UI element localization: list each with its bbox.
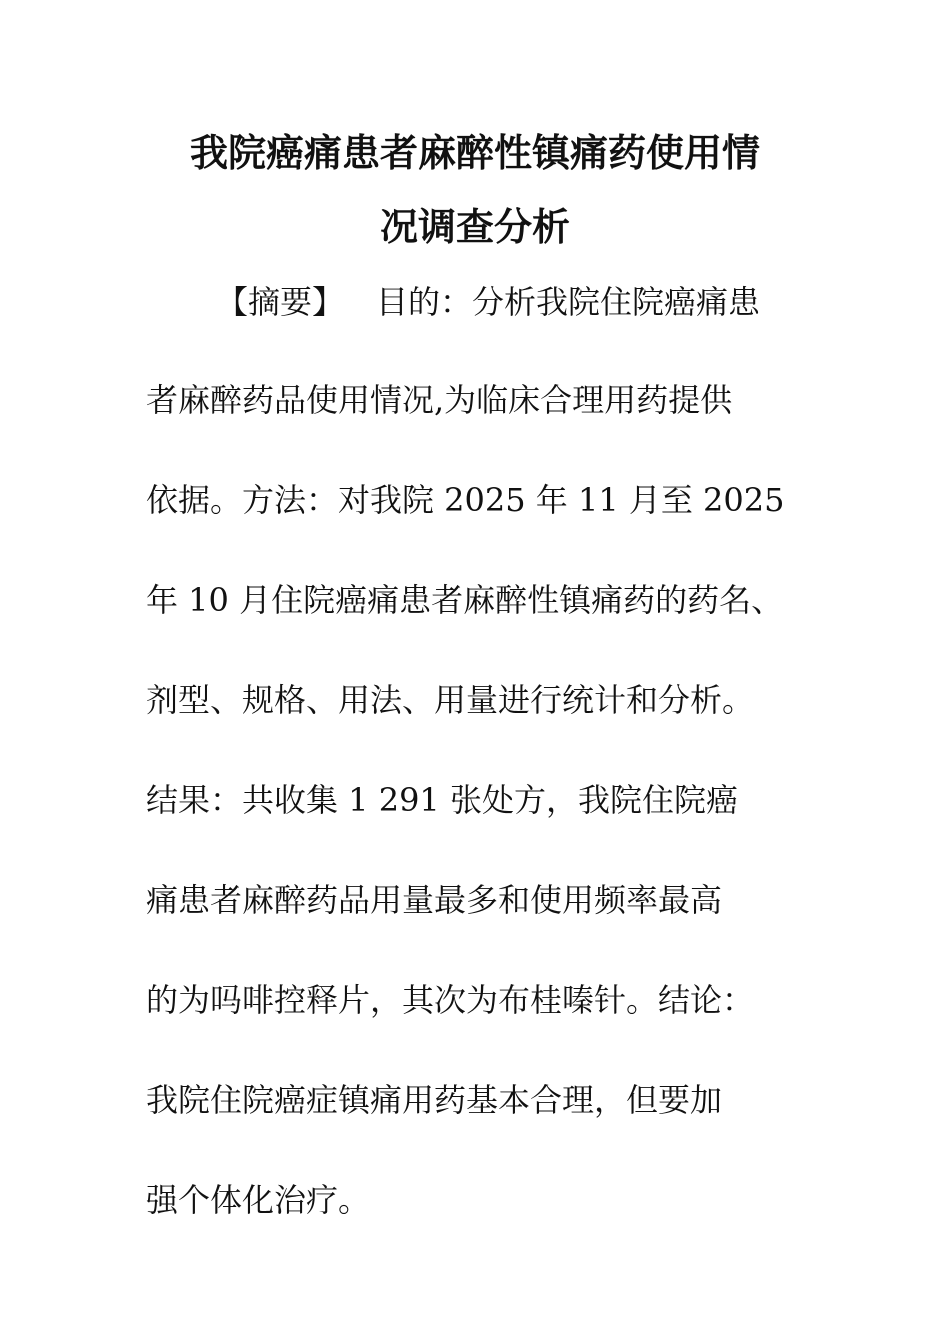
abstract-line-4: 年 10 月住院癌痛患者麻醉性镇痛药的药名、: [146, 581, 784, 619]
abstract-label: 【摘要】: [216, 283, 345, 321]
abstract-line-2: 者麻醉药品使用情况,为临床合理用药提供: [146, 381, 733, 419]
document-title-line-2: 况调查分析: [379, 204, 570, 249]
abstract-line-3: 依据。方法：对我院 2025 年 11 月至 2025: [146, 481, 785, 519]
abstract-line-9: 我院住院癌症镇痛用药基本合理，但要加: [146, 1081, 723, 1119]
document-title-line-1: 我院癌痛患者麻醉性镇痛药使用情: [189, 130, 760, 175]
abstract-line-7: 痛患者麻醉药品用量最多和使用频率最高: [146, 881, 723, 919]
abstract-line-10: 强个体化治疗。: [146, 1181, 371, 1219]
abstract-line-1: 目的：分析我院住院癌痛患: [376, 283, 761, 321]
abstract-line-6: 结果：共收集 1 291 张处方，我院住院癌: [146, 781, 738, 819]
abstract-line-5: 剂型、规格、用法、用量进行统计和分析。: [146, 681, 755, 719]
abstract-line-8: 的为吗啡控释片，其次为布桂嗪针。结论：: [146, 981, 755, 1019]
